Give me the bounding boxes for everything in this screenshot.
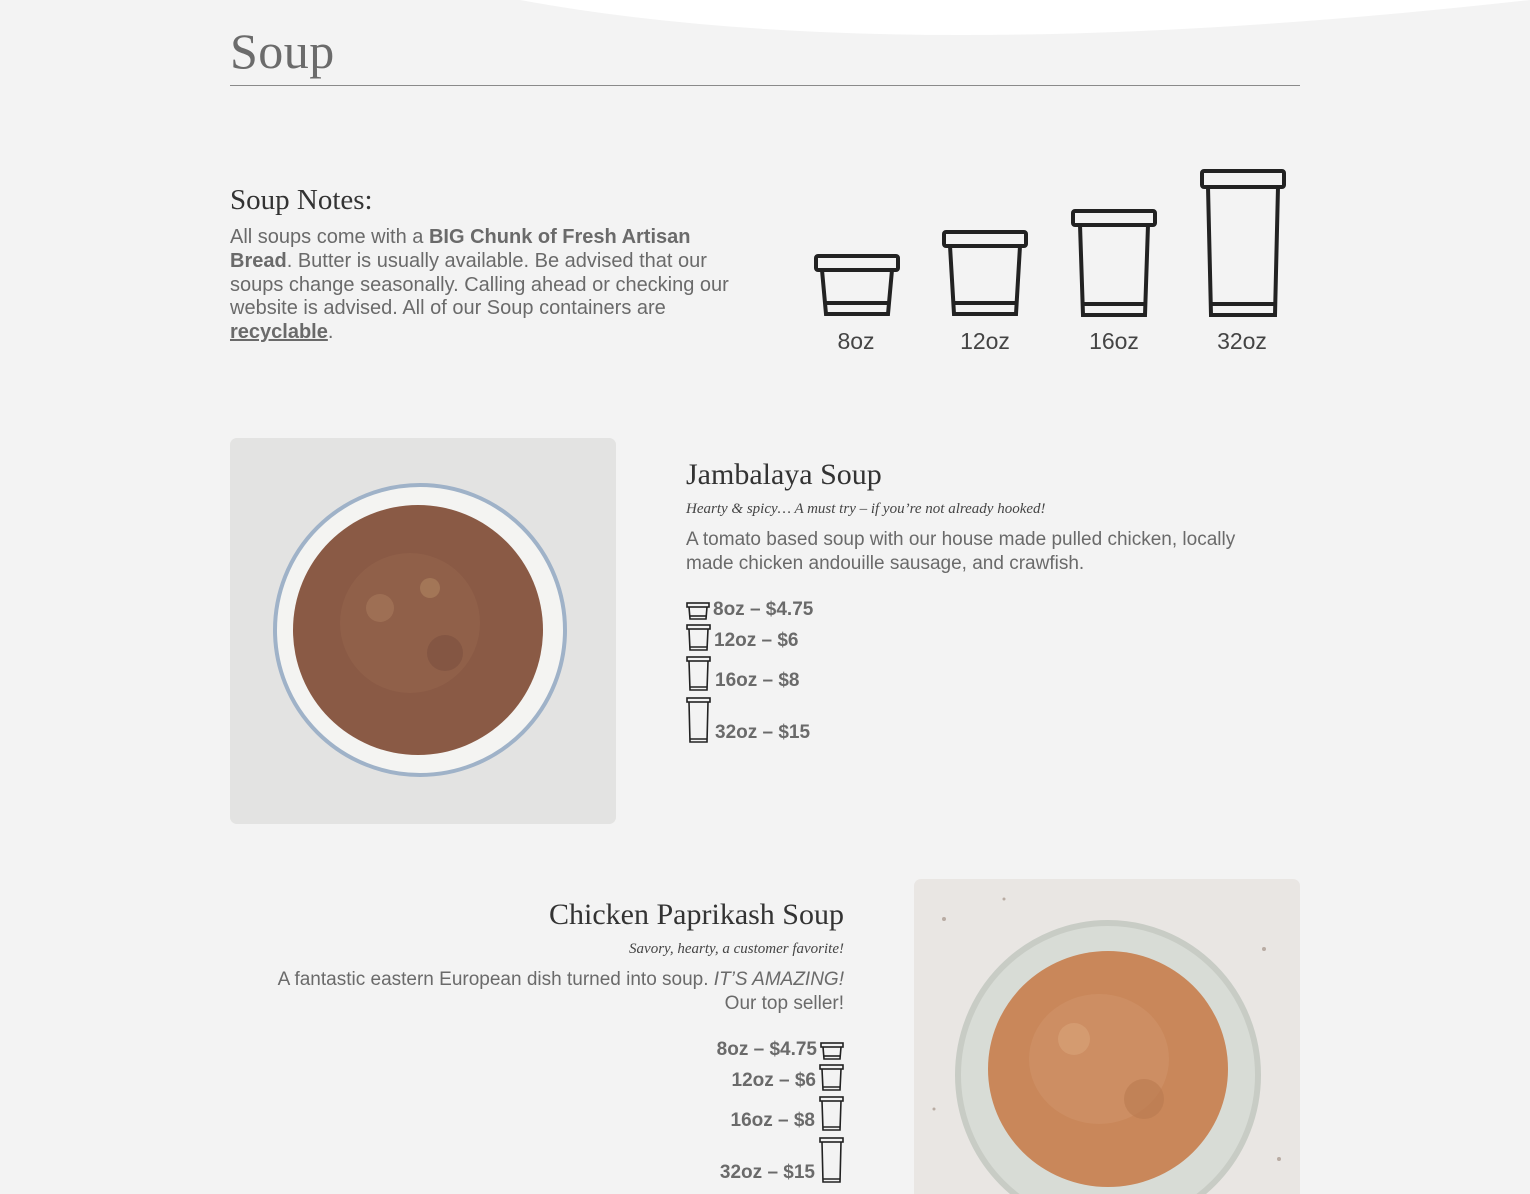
size-label-32oz: 32oz [1217, 328, 1267, 354]
paprikash-soup-tagline: Savory, hearty, a customer favorite! [629, 941, 844, 957]
container-32oz-icon [1200, 169, 1286, 319]
size-label-8oz: 8oz [837, 328, 875, 354]
recyclable-link[interactable]: recyclable [230, 321, 328, 344]
cup-16oz-icon [819, 1096, 844, 1131]
cup-16oz-icon [686, 656, 711, 691]
jambalaya-price-8oz: 8oz – $4.75 [686, 600, 813, 620]
soup-notes-text: All soups come with a BIG Chunk of Fresh Artisan Bread. Butter is usually available. Be advised that our soups change seasonally. Calling ahead or checking our website is advised. All of our Soup containers are recyclable. [230, 226, 729, 344]
cup-32oz-icon [686, 697, 711, 743]
cup-32oz-icon [819, 1137, 844, 1183]
jambalaya-soup-title: Jambalaya Soup [686, 458, 882, 491]
jambalaya-soup-description: A tomato based soup with our house made pulled chicken, locally made chicken andouille sausage, and crawfish. [686, 529, 1236, 574]
paprikash-soup-title: Chicken Paprikash Soup [549, 898, 844, 931]
cup-12oz-icon [686, 624, 711, 651]
container-12oz-icon [942, 230, 1028, 318]
size-label-12oz: 12oz [960, 328, 1010, 354]
jambalaya-price-12oz: 12oz – $6 [686, 624, 799, 651]
page-title: Soup [230, 23, 335, 79]
paprikash-price-16oz: 16oz – $8 [731, 1096, 845, 1131]
cup-8oz-icon [820, 1042, 844, 1060]
jambalaya-price-32oz: 32oz – $15 [686, 697, 810, 743]
cup-8oz-icon [686, 602, 710, 620]
paprikash-price-12oz: 12oz – $6 [732, 1064, 845, 1091]
paprikash-soup-description: A fantastic eastern European dish turned into soup. IT’S AMAZING! Our top seller! [277, 969, 844, 1014]
jambalaya-soup-photo [230, 438, 616, 824]
jambalaya-price-16oz: 16oz – $8 [686, 656, 800, 691]
container-8oz-icon [814, 254, 900, 318]
bread-highlight: BIG Chunk of Fresh Artisan Bread [230, 226, 691, 272]
soup-notes-heading: Soup Notes: [230, 184, 373, 216]
paprikash-soup-photo [914, 879, 1300, 1194]
jambalaya-soup-tagline: Hearty & spicy… A must try – if you’re not already hooked! [686, 501, 1046, 517]
container-16oz-icon [1071, 209, 1157, 319]
title-divider [230, 85, 1300, 86]
paprikash-price-8oz: 8oz – $4.75 [717, 1040, 844, 1060]
paprikash-price-32oz: 32oz – $15 [720, 1137, 844, 1183]
cup-12oz-icon [819, 1064, 844, 1091]
size-label-16oz: 16oz [1089, 328, 1139, 354]
